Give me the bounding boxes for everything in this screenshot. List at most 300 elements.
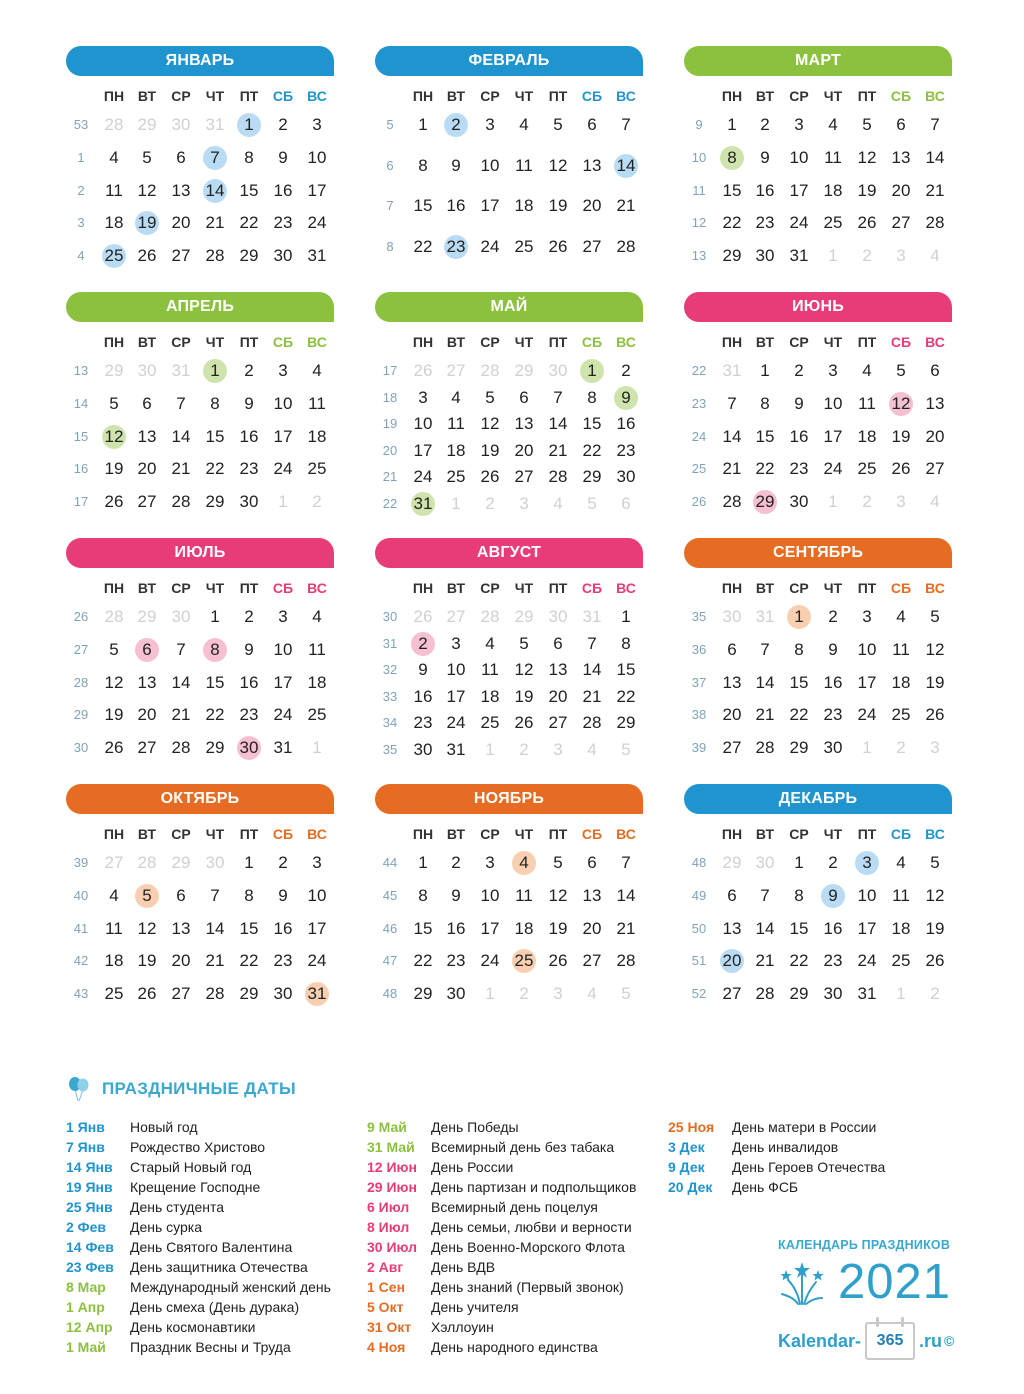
week-row <box>66 178 336 204</box>
day: 11 <box>447 414 465 434</box>
weekday-label: ПН <box>721 88 743 104</box>
day: 10 <box>446 660 466 680</box>
day: 21 <box>722 459 742 479</box>
month-title: ФЕВРАЛЬ <box>375 46 643 76</box>
weekday-label: ВС <box>307 580 327 596</box>
weekday-header <box>375 825 645 843</box>
weekday-label: ПН <box>103 334 125 350</box>
day: 22 <box>413 236 433 256</box>
adjacent-month-day: 29 <box>171 853 191 872</box>
day: 10 <box>480 885 500 905</box>
day: 26 <box>925 705 945 725</box>
holiday-date: 9 Май <box>367 1119 407 1135</box>
day: 26 <box>137 246 157 266</box>
adjacent-month-day: 1 <box>485 740 495 759</box>
day: 10 <box>307 885 327 905</box>
day: 8 <box>418 155 428 175</box>
adjacent-month-day: 31 <box>582 607 602 626</box>
holiday-day: 8 <box>715 145 749 171</box>
weekday-label: ВС <box>616 88 636 104</box>
holiday-date: 1 Май <box>66 1339 106 1355</box>
day: 25 <box>104 984 124 1004</box>
adjacent-month-day: 4 <box>930 246 940 266</box>
day: 17 <box>857 918 877 938</box>
day: 6 <box>896 115 906 134</box>
day: 5 <box>485 387 495 407</box>
adjacent-month-day: 3 <box>896 246 906 266</box>
weekday-label: СР <box>480 580 500 596</box>
week-number: 49 <box>691 887 707 903</box>
month-12 <box>684 784 954 1014</box>
week-number: 6 <box>386 157 394 173</box>
day: 26 <box>891 459 911 479</box>
day: 3 <box>828 361 838 380</box>
weekday-label: СР <box>789 334 809 350</box>
day: 19 <box>891 426 911 446</box>
holiday-name: День Героев Отечества <box>732 1159 886 1175</box>
day: 5 <box>896 361 906 380</box>
day: 16 <box>789 426 809 446</box>
adjacent-month-day: 4 <box>587 740 597 759</box>
day: 12 <box>104 672 124 692</box>
adjacent-month-day: 1 <box>451 494 461 513</box>
weekday-label: ВТ <box>755 334 775 350</box>
day: 24 <box>857 705 877 725</box>
day: 18 <box>307 672 327 692</box>
holiday-date: 5 Окт <box>367 1299 404 1315</box>
holiday-date: 23 Фев <box>66 1259 114 1275</box>
adjacent-month-day: 29 <box>137 115 157 134</box>
week-row <box>66 702 336 728</box>
day: 7 <box>727 393 737 413</box>
day: 16 <box>616 414 636 434</box>
day: 24 <box>307 951 327 971</box>
day: 3 <box>451 633 461 653</box>
week-number: 10 <box>691 149 707 165</box>
day: 27 <box>514 467 534 487</box>
day: 26 <box>104 738 124 758</box>
day: 16 <box>239 672 259 692</box>
week-number: 22 <box>382 496 398 511</box>
day: 18 <box>446 440 466 460</box>
week-row <box>684 456 954 482</box>
day: 12 <box>548 155 568 175</box>
day: 16 <box>413 686 433 706</box>
holiday-day: 30 <box>232 735 266 761</box>
week-row <box>684 883 954 909</box>
day: 15 <box>755 426 775 446</box>
adjacent-month-day: 1 <box>312 738 322 758</box>
week-row <box>375 657 645 683</box>
holiday-date: 2 Авг <box>367 1259 404 1275</box>
holiday-name: День студента <box>130 1199 225 1215</box>
month-title: АПРЕЛЬ <box>66 292 334 322</box>
adjacent-month-day: 31 <box>171 361 191 380</box>
week-number: 38 <box>691 707 707 723</box>
adjacent-month-day: 2 <box>896 738 906 758</box>
day: 1 <box>210 607 220 626</box>
day: 7 <box>553 387 563 407</box>
adjacent-month-day: 31 <box>755 607 775 626</box>
day: 13 <box>137 672 157 692</box>
day: 27 <box>137 738 157 758</box>
day: 13 <box>925 393 945 413</box>
adjacent-month-day: 29 <box>722 853 742 872</box>
day: 3 <box>312 853 322 872</box>
adjacent-month-day: 1 <box>862 738 872 758</box>
holiday-name: День ФСБ <box>732 1179 799 1195</box>
holiday-date: 25 Ноя <box>668 1119 715 1135</box>
day: 15 <box>205 426 225 446</box>
adjacent-month-day: 30 <box>171 115 191 134</box>
day: 14 <box>548 414 568 434</box>
day: 13 <box>722 918 742 938</box>
adjacent-month-day: 3 <box>553 740 563 759</box>
day: 21 <box>171 459 191 479</box>
holiday-day: 19 <box>130 210 164 236</box>
week-number: 24 <box>691 428 707 444</box>
weekday-label: ВС <box>925 88 945 104</box>
holiday-date: 7 Янв <box>66 1139 105 1155</box>
week-row <box>66 358 336 384</box>
week-row <box>375 464 645 490</box>
day: 28 <box>755 738 775 758</box>
day: 21 <box>616 918 636 938</box>
day: 28 <box>616 951 636 971</box>
day: 28 <box>171 738 191 758</box>
week-number: 26 <box>73 609 89 624</box>
month-9 <box>684 538 954 768</box>
weekday-label: СР <box>789 580 809 596</box>
day: 26 <box>514 713 534 733</box>
holiday-name: День семьи, любви и верности <box>431 1219 632 1235</box>
day: 8 <box>587 387 597 407</box>
day: 23 <box>823 951 843 971</box>
adjacent-month-day: 30 <box>722 607 742 626</box>
weekday-label: ВС <box>616 334 636 350</box>
day: 4 <box>896 607 906 626</box>
adjacent-month-day: 30 <box>171 607 191 626</box>
day: 13 <box>891 147 911 167</box>
adjacent-month-day: 4 <box>587 984 597 1004</box>
weekday-label: СБ <box>890 826 912 842</box>
day: 24 <box>857 951 877 971</box>
adjacent-month-day: 27 <box>104 853 124 872</box>
week-number: 11 <box>692 182 706 198</box>
adjacent-month-day: 30 <box>755 853 775 872</box>
week-row <box>684 604 954 630</box>
day: 31 <box>307 246 327 266</box>
week-number: 8 <box>386 238 394 254</box>
holiday-date: 1 Сен <box>367 1279 406 1295</box>
weekday-label: ПН <box>412 88 434 104</box>
day: 17 <box>273 426 293 446</box>
day: 13 <box>582 885 602 905</box>
day: 5 <box>862 115 872 134</box>
week-number: 13 <box>73 363 89 378</box>
day: 8 <box>210 393 220 413</box>
adjacent-month-day: 30 <box>205 853 225 872</box>
week-row <box>684 145 954 171</box>
day: 24 <box>307 213 327 233</box>
weekday-label: ВТ <box>137 334 157 350</box>
adjacent-month-day: 31 <box>205 115 225 134</box>
day: 18 <box>104 213 124 233</box>
holiday-day: 25 <box>97 243 131 269</box>
week-number: 15 <box>73 428 89 444</box>
day: 11 <box>308 639 326 659</box>
day: 10 <box>823 393 843 413</box>
weekday-label: ЧТ <box>205 334 225 350</box>
holiday-day: 5 <box>130 883 164 909</box>
week-number: 52 <box>691 986 707 1002</box>
week-row <box>684 210 954 236</box>
day: 31 <box>789 246 809 266</box>
day: 1 <box>244 853 254 872</box>
holiday-day: 12 <box>97 424 131 450</box>
day: 16 <box>755 180 775 200</box>
day: 26 <box>925 951 945 971</box>
day: 18 <box>514 918 534 938</box>
adjacent-month-day: 30 <box>137 361 157 380</box>
day: 29 <box>205 492 225 512</box>
holiday-date: 19 Янв <box>66 1179 113 1195</box>
holiday-name: День народного единства <box>431 1339 598 1355</box>
holiday-date: 6 Июл <box>367 1199 410 1215</box>
holiday-name: Праздник Весны и Труда <box>130 1339 291 1355</box>
holiday-date: 8 Июл <box>367 1219 410 1235</box>
holiday-name: День Военно-Морского Флота <box>431 1239 625 1255</box>
day: 27 <box>137 492 157 512</box>
week-row <box>684 702 954 728</box>
week-number: 17 <box>73 494 89 510</box>
adjacent-month-day: 27 <box>446 607 466 626</box>
day: 21 <box>582 686 602 706</box>
week-number: 42 <box>73 953 89 969</box>
day: 28 <box>582 713 602 733</box>
weekday-label: СБ <box>890 88 912 104</box>
day: 30 <box>273 246 293 266</box>
day: 15 <box>789 918 809 938</box>
day: 6 <box>587 115 597 134</box>
week-number: 44 <box>382 855 398 870</box>
weekday-label: СБ <box>890 580 912 596</box>
month-2 <box>375 46 645 276</box>
week-number: 12 <box>691 215 707 231</box>
weekday-header <box>684 87 954 105</box>
day: 22 <box>205 705 225 725</box>
day: 6 <box>727 885 737 905</box>
weekday-label: ВТ <box>446 334 466 350</box>
adjacent-month-day: 1 <box>485 984 495 1004</box>
day: 5 <box>930 607 940 626</box>
weekday-label: ВТ <box>755 88 775 104</box>
month-title: ЯНВАРЬ <box>66 46 334 76</box>
day: 23 <box>823 705 843 725</box>
day: 9 <box>244 393 254 413</box>
week-row <box>375 883 645 909</box>
month-4 <box>66 292 336 522</box>
day: 29 <box>239 246 259 266</box>
day: 1 <box>621 607 631 626</box>
weekday-label: ЧТ <box>514 334 534 350</box>
weekday-label: СР <box>480 826 500 842</box>
week-number: 20 <box>382 442 398 458</box>
adjacent-month-day: 28 <box>480 361 500 380</box>
day: 3 <box>862 607 872 626</box>
day: 7 <box>760 639 770 659</box>
day: 23 <box>239 459 259 479</box>
holiday-name: Новый год <box>130 1119 198 1135</box>
day: 10 <box>857 639 877 659</box>
adjacent-month-day: 1 <box>828 492 838 512</box>
day: 21 <box>205 951 225 971</box>
day: 11 <box>892 885 910 905</box>
day: 30 <box>789 492 809 512</box>
weekday-label: ПН <box>103 88 125 104</box>
day: 24 <box>823 459 843 479</box>
day: 15 <box>582 414 602 434</box>
week-number: 3 <box>77 215 85 231</box>
month-3 <box>684 46 954 276</box>
day: 23 <box>616 440 636 460</box>
adjacent-month-day: 27 <box>446 361 466 380</box>
weekday-label: СР <box>789 826 809 842</box>
holiday-name: Крещение Господне <box>130 1179 261 1195</box>
day: 17 <box>480 918 500 938</box>
day: 23 <box>273 951 293 971</box>
holiday-date: 1 Апр <box>66 1299 105 1315</box>
day: 18 <box>307 426 327 446</box>
week-row <box>375 234 645 260</box>
balloons-icon <box>66 1076 92 1102</box>
calendar-icon <box>865 1322 915 1360</box>
holiday-date: 25 Янв <box>66 1199 113 1215</box>
week-number: 31 <box>382 635 398 651</box>
week-number: 16 <box>73 461 89 477</box>
day: 15 <box>616 660 636 680</box>
day: 30 <box>273 984 293 1004</box>
day: 8 <box>794 639 804 659</box>
weekday-label: ВТ <box>446 580 466 596</box>
holiday-day: 31 <box>300 981 334 1007</box>
weekday-label: СР <box>171 334 191 350</box>
day: 24 <box>273 705 293 725</box>
day: 27 <box>925 459 945 479</box>
week-row <box>66 489 336 515</box>
day: 25 <box>307 459 327 479</box>
day: 18 <box>823 180 843 200</box>
adjacent-month-day: 29 <box>514 607 534 626</box>
weekday-label: ВС <box>307 88 327 104</box>
week-row <box>375 112 645 138</box>
adjacent-month-day: 28 <box>104 115 124 134</box>
day: 16 <box>446 918 466 938</box>
day: 25 <box>891 951 911 971</box>
adjacent-month-day: 5 <box>621 740 631 759</box>
day: 5 <box>553 115 563 134</box>
day: 10 <box>413 414 433 434</box>
adjacent-month-day: 29 <box>104 361 124 380</box>
weekday-label: СБ <box>272 580 294 596</box>
month-8 <box>375 538 645 768</box>
day: 16 <box>273 180 293 200</box>
day: 28 <box>205 246 225 266</box>
day: 25 <box>857 459 877 479</box>
weekday-label: ВС <box>307 826 327 842</box>
day: 17 <box>273 672 293 692</box>
day: 26 <box>548 236 568 256</box>
holiday-name: День России <box>431 1159 514 1175</box>
day: 9 <box>794 393 804 413</box>
day: 19 <box>925 918 945 938</box>
week-number: 25 <box>691 461 707 477</box>
day: 4 <box>312 607 322 626</box>
weekday-label: СБ <box>272 88 294 104</box>
day: 26 <box>857 213 877 233</box>
holiday-day: 25 <box>507 948 541 974</box>
day: 2 <box>760 115 770 134</box>
day: 2 <box>278 115 288 134</box>
day: 28 <box>616 236 636 256</box>
adjacent-month-day: 26 <box>413 361 433 380</box>
day: 27 <box>582 236 602 256</box>
weekday-header <box>66 579 336 597</box>
day: 9 <box>828 639 838 659</box>
month-title: АВГУСТ <box>375 538 643 568</box>
week-row <box>375 604 645 630</box>
day: 23 <box>413 713 433 733</box>
day: 15 <box>722 180 742 200</box>
day: 11 <box>105 918 123 938</box>
day: 17 <box>446 686 466 706</box>
weekday-label: ПТ <box>857 580 877 596</box>
day: 9 <box>451 885 461 905</box>
week-number: 14 <box>73 395 89 411</box>
holiday-name: День защитника Отечества <box>130 1259 308 1275</box>
holiday-name: Всемирный день без табака <box>431 1139 615 1155</box>
holiday-day: 14 <box>198 178 232 204</box>
week-number: 35 <box>691 609 707 624</box>
week-number: 43 <box>73 986 89 1002</box>
week-number: 7 <box>386 198 394 214</box>
day: 14 <box>755 672 775 692</box>
week-number: 4 <box>77 248 85 264</box>
day: 30 <box>446 984 466 1004</box>
adjacent-month-day: 3 <box>930 738 940 758</box>
holiday-name: День Победы <box>431 1119 519 1135</box>
holiday-name: День матери в России <box>732 1119 877 1135</box>
week-row <box>684 916 954 942</box>
day: 24 <box>413 467 433 487</box>
week-row <box>684 850 954 876</box>
day: 27 <box>171 246 191 266</box>
weekday-header <box>375 579 645 597</box>
weekday-header <box>684 579 954 597</box>
day: 21 <box>755 705 775 725</box>
weekday-label: ЧТ <box>823 826 843 842</box>
day: 22 <box>789 705 809 725</box>
month-title: МАРТ <box>684 46 952 76</box>
day: 20 <box>722 705 742 725</box>
holiday-date: 30 Июл <box>367 1239 418 1255</box>
day: 3 <box>278 607 288 626</box>
day: 27 <box>722 738 742 758</box>
adjacent-month-day: 26 <box>413 607 433 626</box>
day: 12 <box>137 918 157 938</box>
weekday-label: ПТ <box>548 334 568 350</box>
day: 4 <box>109 147 119 167</box>
